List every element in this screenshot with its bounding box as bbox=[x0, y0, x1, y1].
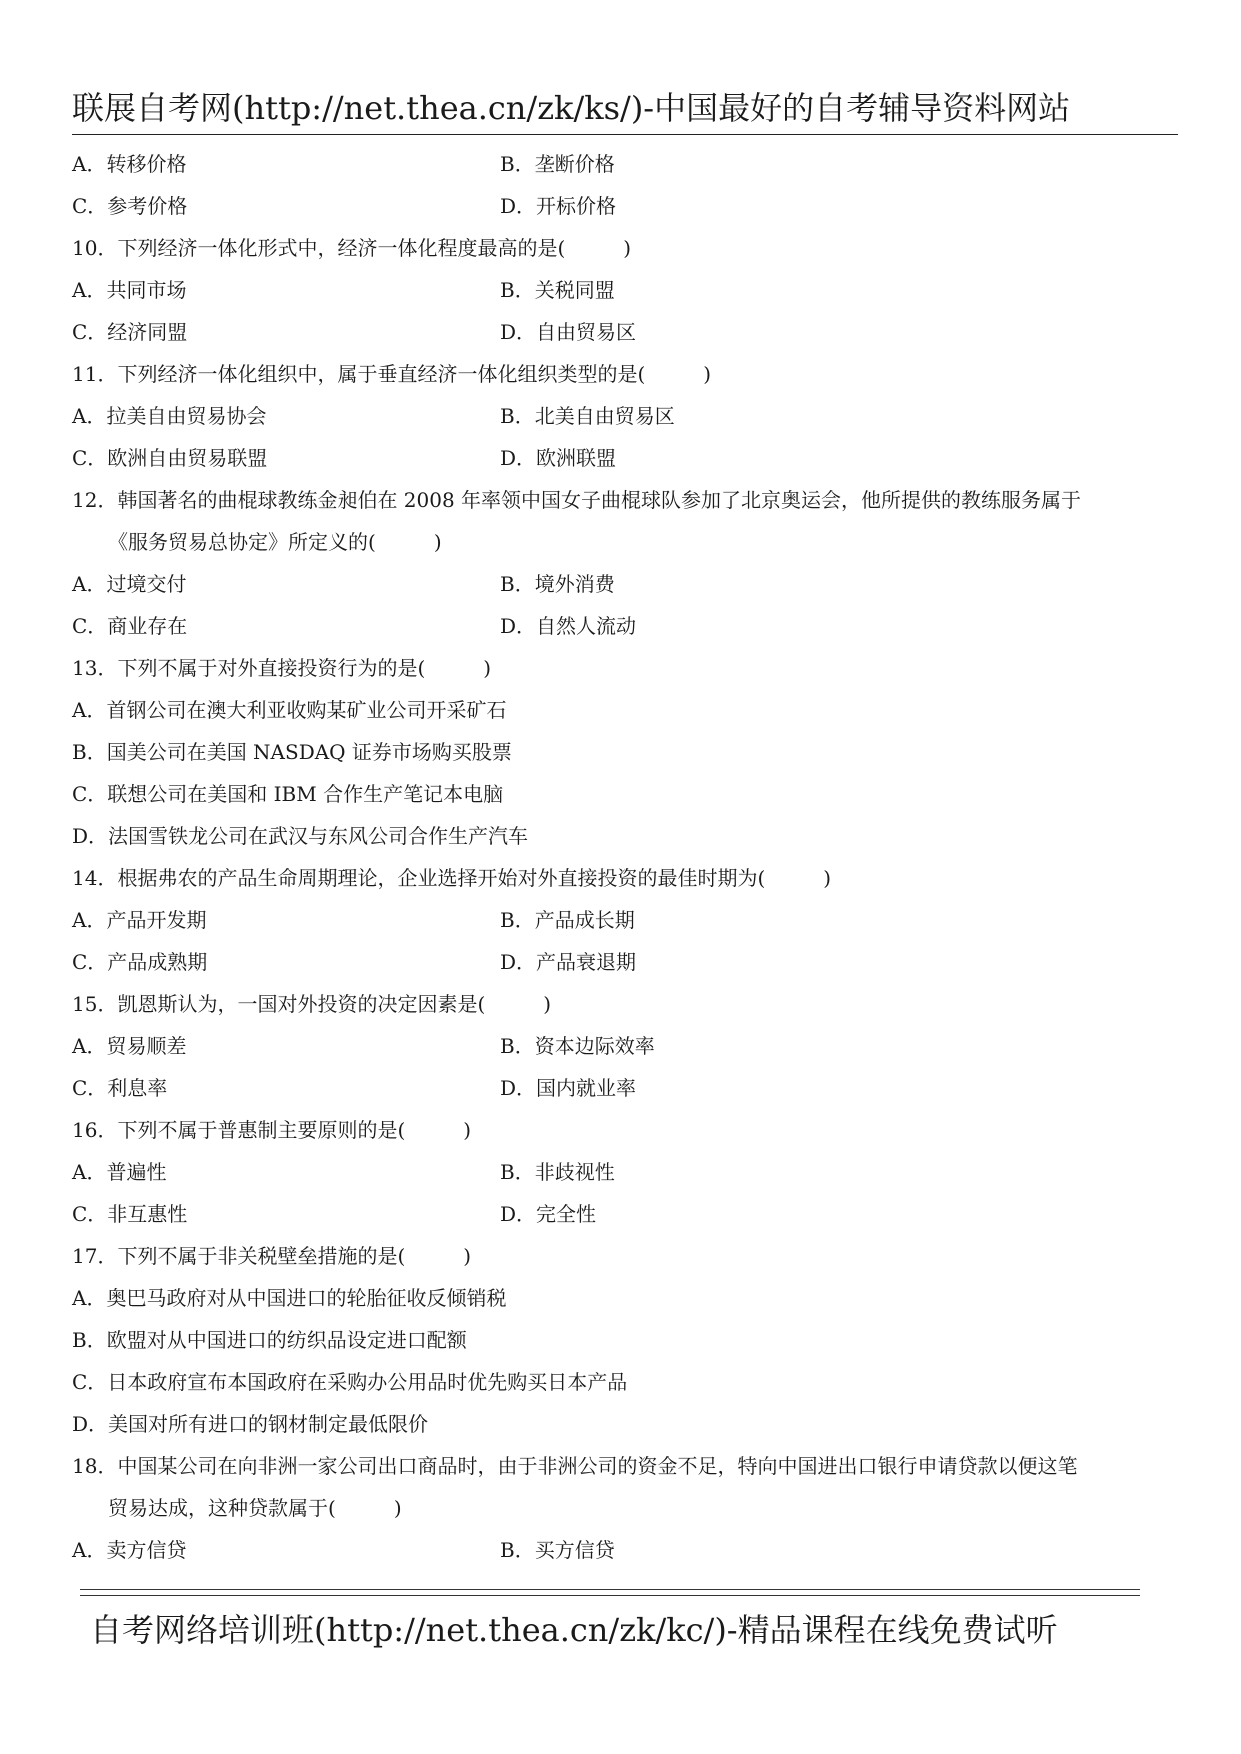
closing-paren: ) bbox=[463, 1244, 472, 1268]
option-left: C．非互惠性 bbox=[72, 1202, 188, 1226]
option-row bbox=[72, 1529, 1182, 1571]
option-left: C．利息率 bbox=[72, 1076, 168, 1100]
text-line bbox=[72, 1319, 1182, 1361]
option-left: A．贸易顺差 bbox=[72, 1034, 187, 1058]
option-row bbox=[72, 311, 1182, 353]
exam-content bbox=[72, 143, 1182, 1571]
option-row bbox=[72, 605, 1182, 647]
option-left: A．过境交付 bbox=[72, 572, 187, 596]
question-text: 《服务贸易总协定》所定义的( bbox=[108, 530, 376, 554]
option-right: B．关税同盟 bbox=[500, 278, 615, 302]
option-right: D．国内就业率 bbox=[500, 1076, 637, 1100]
option-left: C．欧洲自由贸易联盟 bbox=[72, 446, 268, 470]
text-line bbox=[72, 1445, 1182, 1487]
question-text: 16．下列不属于普惠制主要原则的是( bbox=[72, 1118, 406, 1142]
option-right: B．产品成长期 bbox=[500, 908, 635, 932]
option-row bbox=[72, 269, 1182, 311]
question-line bbox=[72, 1109, 1182, 1151]
closing-paren: ) bbox=[703, 362, 712, 386]
option-left: C．经济同盟 bbox=[72, 320, 188, 344]
option-row bbox=[72, 563, 1182, 605]
option-left: A．普遍性 bbox=[72, 1160, 167, 1184]
question-text: 17．下列不属于非关税壁垒措施的是( bbox=[72, 1244, 406, 1268]
option-right: B．买方信贷 bbox=[500, 1538, 615, 1562]
option-right: B．境外消费 bbox=[500, 572, 615, 596]
option-right: B．垄断价格 bbox=[500, 152, 615, 176]
line-text: A．首钢公司在澳大利亚收购某矿业公司开采矿石 bbox=[72, 698, 507, 722]
option-left: A．转移价格 bbox=[72, 152, 187, 176]
text-line bbox=[72, 1277, 1182, 1319]
page-footer-title: 自考网络培训班(http://net.thea.cn/zk/kc/)-精品课程在线免费试听 bbox=[90, 1611, 1058, 1649]
text-line bbox=[72, 1361, 1182, 1403]
question-continuation bbox=[72, 521, 1182, 563]
closing-paren: ) bbox=[823, 866, 832, 890]
question-line bbox=[72, 353, 1182, 395]
option-row bbox=[72, 395, 1182, 437]
line-text: B．国美公司在美国 NASDAQ 证券市场购买股票 bbox=[72, 740, 512, 764]
line-text: 12．韩国著名的曲棍球教练金昶伯在 2008 年率领中国女子曲棍球队参加了北京奥运会，他所提供的教练服务属于 bbox=[72, 488, 1082, 512]
option-left: A．产品开发期 bbox=[72, 908, 207, 932]
option-row bbox=[72, 941, 1182, 983]
header-divider bbox=[72, 134, 1178, 135]
option-left: C．商业存在 bbox=[72, 614, 188, 638]
option-row bbox=[72, 143, 1182, 185]
text-line bbox=[72, 815, 1182, 857]
option-right: D．自由贸易区 bbox=[500, 320, 637, 344]
text-line bbox=[72, 773, 1182, 815]
text-line bbox=[72, 689, 1182, 731]
question-text: 11．下列经济一体化组织中，属于垂直经济一体化组织类型的是( bbox=[72, 362, 646, 386]
option-right: D．开标价格 bbox=[500, 194, 617, 218]
line-text: 18．中国某公司在向非洲一家公司出口商品时，由于非洲公司的资金不足，特向中国进出口银行申请贷款以便这笔 bbox=[72, 1454, 1078, 1478]
question-line bbox=[72, 857, 1182, 899]
option-row bbox=[72, 1025, 1182, 1067]
option-row bbox=[72, 1193, 1182, 1235]
option-row bbox=[72, 185, 1182, 227]
question-line bbox=[72, 983, 1182, 1025]
line-text: D．美国对所有进口的钢材制定最低限价 bbox=[72, 1412, 429, 1436]
question-line bbox=[72, 1235, 1182, 1277]
closing-paren: ) bbox=[463, 1118, 472, 1142]
option-left: A．卖方信贷 bbox=[72, 1538, 187, 1562]
line-text: C．联想公司在美国和 IBM 合作生产笔记本电脑 bbox=[72, 782, 504, 806]
text-line bbox=[72, 479, 1182, 521]
question-text: 13．下列不属于对外直接投资行为的是( bbox=[72, 656, 426, 680]
closing-paren: ) bbox=[623, 236, 632, 260]
line-text: A．奥巴马政府对从中国进口的轮胎征收反倾销税 bbox=[72, 1286, 507, 1310]
option-row bbox=[72, 1067, 1182, 1109]
question-text: 14．根据弗农的产品生命周期理论，企业选择开始对外直接投资的最佳时期为( bbox=[72, 866, 766, 890]
option-right: B．非歧视性 bbox=[500, 1160, 615, 1184]
option-row bbox=[72, 1151, 1182, 1193]
option-left: A．拉美自由贸易协会 bbox=[72, 404, 267, 428]
question-line bbox=[72, 227, 1182, 269]
option-row bbox=[72, 899, 1182, 941]
text-line bbox=[72, 1403, 1182, 1445]
option-right: D．产品衰退期 bbox=[500, 950, 637, 974]
option-right: D．完全性 bbox=[500, 1202, 597, 1226]
option-left: A．共同市场 bbox=[72, 278, 187, 302]
page-header-title: 联展自考网(http://net.thea.cn/zk/ks/)-中国最好的自考辅导资料网站 bbox=[72, 89, 1071, 127]
option-right: D．自然人流动 bbox=[500, 614, 637, 638]
line-text: D．法国雪铁龙公司在武汉与东风公司合作生产汽车 bbox=[72, 824, 529, 848]
question-line bbox=[72, 647, 1182, 689]
question-text: 15．凯恩斯认为，一国对外投资的决定因素是( bbox=[72, 992, 486, 1016]
option-right: B．北美自由贸易区 bbox=[500, 404, 675, 428]
option-right: B．资本边际效率 bbox=[500, 1034, 655, 1058]
line-text: B．欧盟对从中国进口的纺织品设定进口配额 bbox=[72, 1328, 467, 1352]
option-left: C．参考价格 bbox=[72, 194, 188, 218]
question-text: 10．下列经济一体化形式中，经济一体化程度最高的是( bbox=[72, 236, 566, 260]
closing-paren: ) bbox=[393, 1496, 402, 1520]
question-text: 贸易达成，这种贷款属于( bbox=[108, 1496, 336, 1520]
option-right: D．欧洲联盟 bbox=[500, 446, 617, 470]
closing-paren: ) bbox=[543, 992, 552, 1016]
footer-divider bbox=[80, 1589, 1140, 1596]
question-continuation bbox=[72, 1487, 1182, 1529]
option-left: C．产品成熟期 bbox=[72, 950, 208, 974]
line-text: C．日本政府宣布本国政府在采购办公用品时优先购买日本产品 bbox=[72, 1370, 628, 1394]
text-line bbox=[72, 731, 1182, 773]
closing-paren: ) bbox=[483, 656, 492, 680]
closing-paren: ) bbox=[433, 530, 442, 554]
option-row bbox=[72, 437, 1182, 479]
